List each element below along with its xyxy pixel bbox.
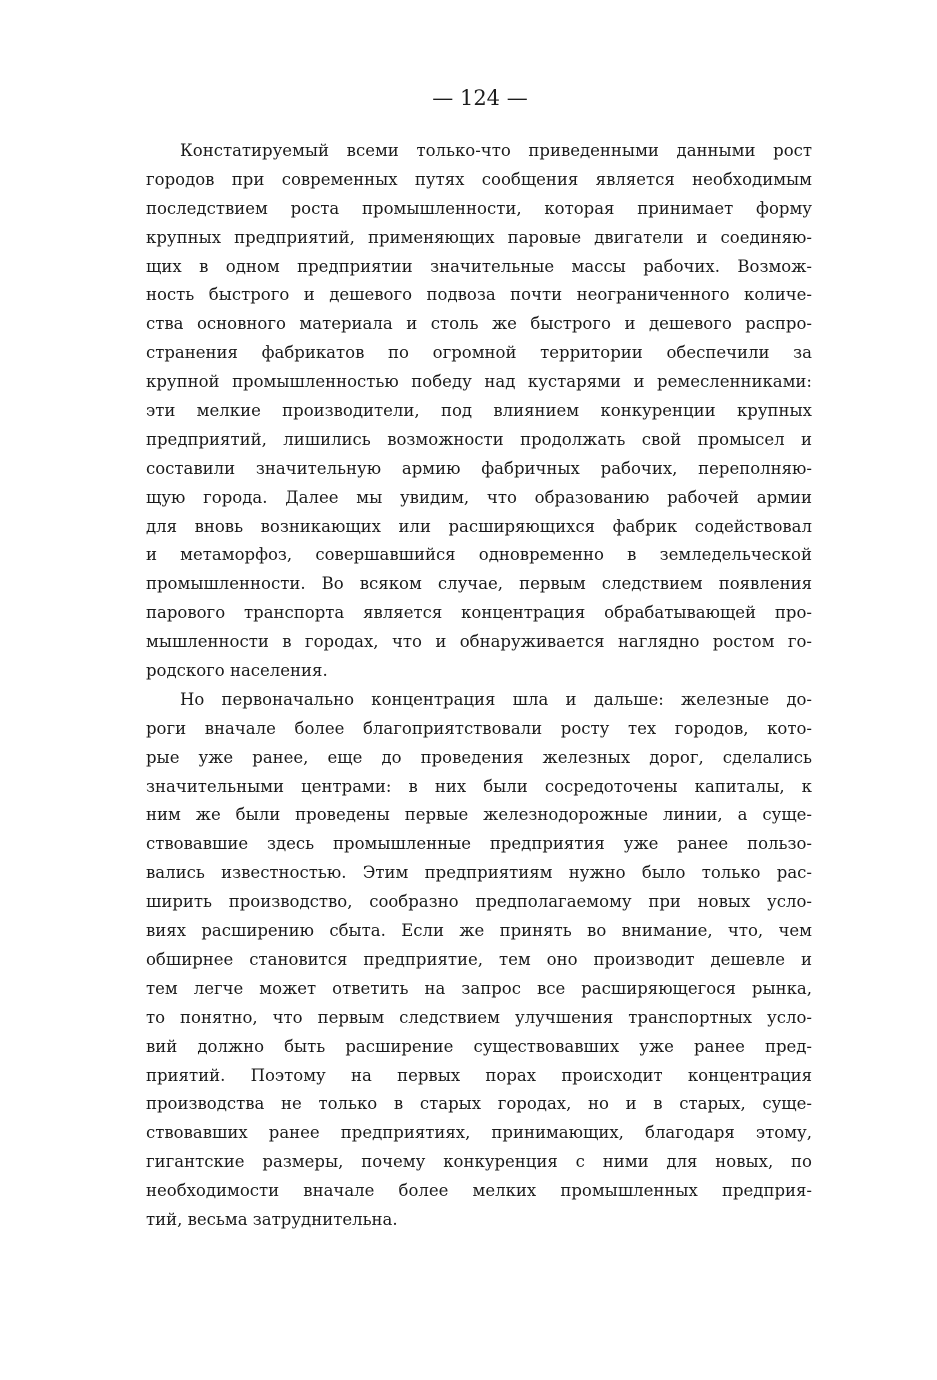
text-line: родского населения. (146, 661, 328, 681)
text-line: гигантские размеры, почему конкуренция с ними для новых, по (146, 1152, 812, 1172)
text-line: крупной промышленностью победу над кустарями и ремесленниками: (146, 372, 812, 392)
text-line: тий, весьма затруднительна. (146, 1209, 398, 1229)
text-line: последствием роста промышленности, которая принимает форму (146, 198, 812, 218)
text-line: Но первоначально концентрация шла и дальше: железные до- (180, 689, 812, 709)
text-line: приятий. Поэтому на первых порах происходит концентрация (146, 1065, 812, 1085)
body-text (146, 137, 812, 1235)
text-line: тем легче может ответить на запрос все расширяющегося рынка, (146, 978, 812, 998)
text-line: роги вначале более благоприятствовали росту тех городов, кото- (146, 718, 812, 738)
text-line: вий должно быть расширение существовавших уже ранее пред- (146, 1036, 812, 1056)
text-line: необходимости вначале более мелких промышленных предприя- (146, 1181, 812, 1201)
text-line: для вновь возникающих или расширяющихся фабрик содействовал (146, 516, 812, 536)
text-line: производства не только в старых городах, но и в старых, суще- (146, 1094, 812, 1114)
text-line: щих в одном предприятии значительные массы рабочих. Возмож- (146, 256, 812, 276)
paragraph-2 (146, 686, 812, 1235)
text-line: составили значительную армию фабричных рабочих, переполняю- (146, 458, 812, 478)
text-line: промышленности. Во всяком случае, первым следствием появления (146, 574, 812, 594)
text-line: ствовавших ранее предприятиях, принимающих, благодаря этому, (146, 1123, 812, 1143)
text-line: мышленности в городах, что и обнаруживается наглядно ростом го- (146, 632, 812, 652)
text-line: эти мелкие производители, под влиянием конкуренции крупных (146, 401, 812, 421)
text-line: парового транспорта является концентрация обрабатывающей про- (146, 603, 812, 623)
page-number: — 124 — (432, 86, 528, 110)
text-line: виях расширению сбыта. Если же принять во внимание, что, чем (146, 921, 812, 941)
text-line: ства основного материала и столь же быстрого и дешевого распро- (146, 314, 812, 334)
text-line: рые уже ранее, еще до проведения железных дорог, сделались (146, 747, 812, 767)
text-line: щую города. Далее мы увидим, что образованию рабочей армии (146, 487, 812, 507)
text-line: предприятий, лишились возможности продолжать свой промысел и (146, 429, 812, 449)
text-line: ширить производство, сообразно предполагаемому при новых усло- (146, 892, 812, 912)
text-line: крупных предприятий, применяющих паровые двигатели и соединяю- (146, 227, 812, 247)
text-line: Констатируемый всеми только-что приведенными данными рост (180, 141, 812, 160)
text-line: ствовавшие здесь промышленные предприятия уже ранее пользо- (146, 834, 812, 854)
text-line: и метаморфоз, совершавшийся одновременно в земледельческой (146, 545, 812, 565)
text-line: значительными центрами: в них были сосредоточены капиталы, к (146, 776, 812, 796)
text-line: ность быстрого и дешевого подвоза почти неограниченного количе- (146, 285, 812, 305)
text-line: обширнее становится предприятие, тем оно производит дешевле и (146, 949, 812, 969)
text-line: городов при современных путях сообщения является необходимым (146, 169, 812, 189)
text-line: то понятно, что первым следствием улучшения транспортных усло- (146, 1007, 812, 1027)
text-line: вались известностью. Этим предприятиям нужно было только рас- (146, 863, 812, 883)
text-line: ним же были проведены первые железнодорожные линии, а суще- (146, 805, 812, 825)
paragraph-1 (146, 137, 812, 686)
text-line: странения фабрикатов по огромной территории обеспечили за (146, 343, 812, 363)
